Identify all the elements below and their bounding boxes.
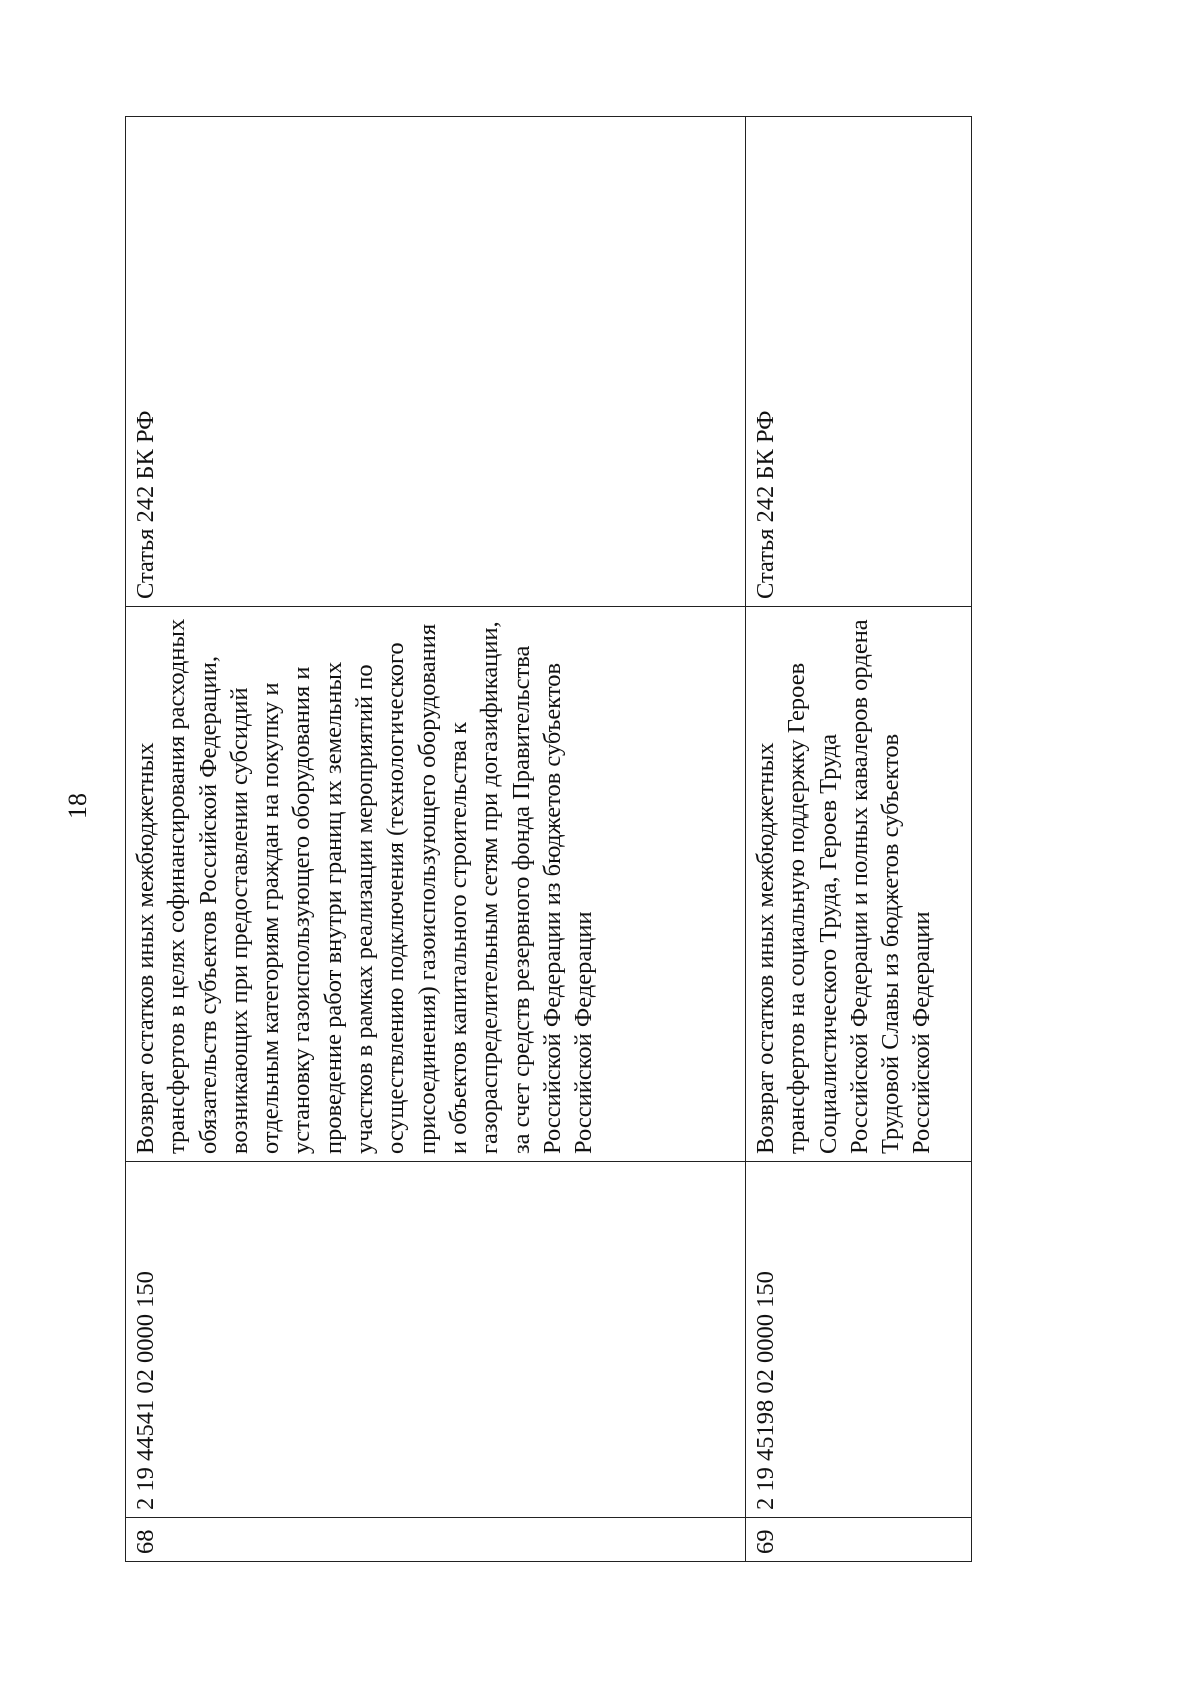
revenue-name-cell [746, 607, 972, 1162]
row-number-cell: 69 [746, 1518, 972, 1562]
legal-basis-cell: Статья 242 БК РФ [746, 117, 972, 607]
table-row [746, 117, 972, 1562]
budget-code-table [125, 116, 972, 1562]
budget-code-cell: 2 19 45198 02 0000 150 [746, 1162, 972, 1518]
budget-code-cell: 2 19 44541 02 0000 150 [126, 1162, 746, 1518]
rotated-table-container [125, 117, 971, 1562]
revenue-name-cell [126, 607, 746, 1162]
page-number: 18 [63, 793, 92, 819]
table-row [126, 117, 746, 1562]
revenue-name-text: Возврат остатков иных межбюджетных трансфертов в целях софинансирования расходных обязательств субъектов Российской Федерации, возникающих при предоставлении субсидий отдельным категориям граждан на покупку и установку газоиспользующего оборудования и проведение работ внутри границ их земельных участков в рамках реализации мероприятий по осуществлению подключения (технологического присоединения) газоиспользующего оборудования и объектов капитального строительства к газораспределительным сетям при догазификации, за счет средств резервного фонда Правительства Российской Федерации из бюджетов субъектов Российской Федерации [132, 618, 598, 1154]
legal-basis-cell: Статья 242 БК РФ [126, 117, 746, 607]
revenue-name-text: Возврат остатков иных межбюджетных трансфертов на социальную поддержку Героев Социалистического Труда, Героев Труда Российской Федерации и полных кавалеров ордена Трудовой Славы из бюджетов субъектов Российской Федерации [752, 619, 936, 1154]
row-number-cell: 68 [126, 1518, 746, 1562]
